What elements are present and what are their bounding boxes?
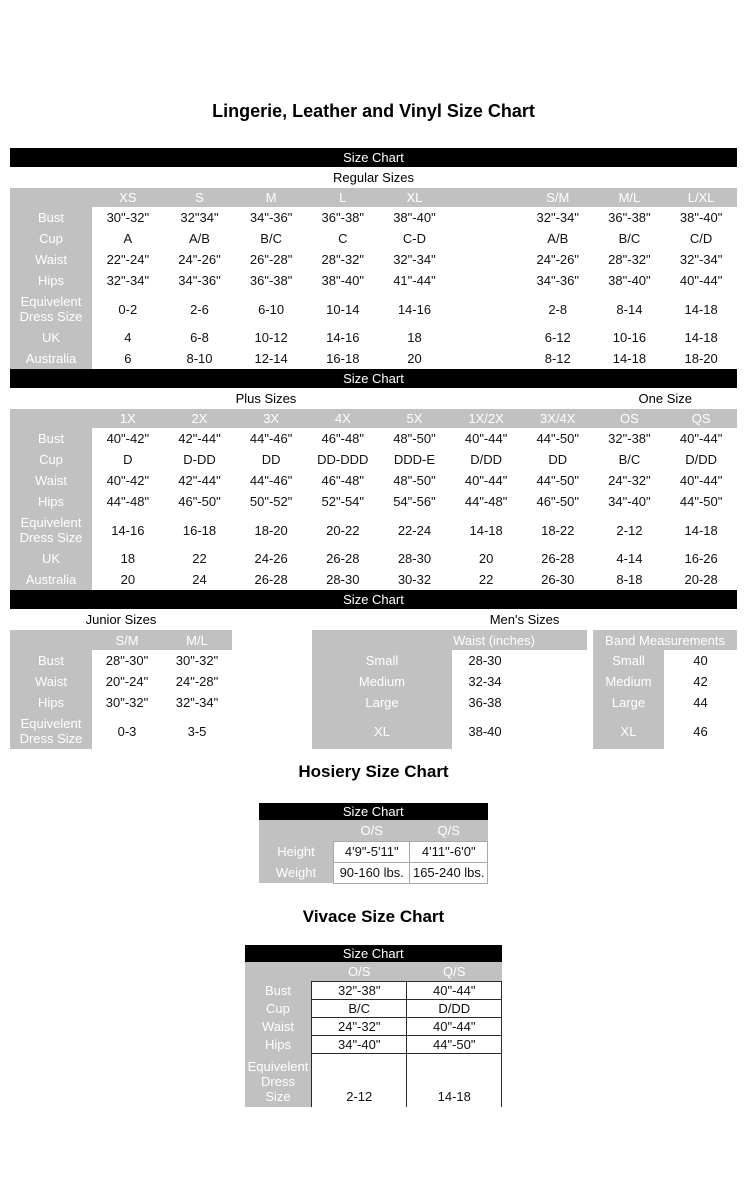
value-cell: 165-240 lbs. (410, 862, 488, 883)
table-row (312, 713, 737, 749)
value-cell: 14-18 (612, 351, 647, 366)
value-cell: 34"-36" (536, 273, 579, 288)
value-cell: 40"-44" (407, 1018, 502, 1036)
value-cell: 42"-44" (178, 473, 221, 488)
value-cell: 42"-44" (178, 431, 221, 446)
value-cell: 18-20 (684, 351, 718, 366)
one-size-label: One Size (638, 391, 693, 406)
value-cell: 26-28 (254, 572, 288, 587)
value-cell: 44"-50" (536, 431, 579, 446)
row-label: Height (259, 841, 334, 862)
size-chart-bar (10, 148, 737, 167)
value-cell: 44"-46" (249, 473, 293, 488)
value-cell: 38"-40" (321, 273, 365, 288)
row-label: Bust (10, 207, 92, 228)
value-cell: 14-18 (407, 1054, 502, 1107)
value-cell: 26-28 (541, 551, 575, 566)
col-header: S/M (522, 188, 594, 207)
value-cell: 24-26 (254, 551, 288, 566)
value-cell: 26-28 (326, 551, 360, 566)
table-row (10, 548, 737, 569)
col-header-waist-inches: Waist (inches) (312, 630, 590, 650)
table-row (10, 671, 232, 692)
size-chart-bar-label: Size Chart (259, 803, 488, 820)
table-row (312, 671, 737, 692)
value-cell: 26"-28" (249, 252, 293, 267)
value-cell: 40"-44" (679, 273, 723, 288)
value-cell: 36-38 (468, 695, 502, 710)
value-cell: C/D (689, 231, 713, 246)
row-label: Bust (245, 982, 312, 1000)
col-header: 2X (164, 409, 236, 428)
value-cell: DD (261, 452, 281, 467)
value-cell: 6-8 (190, 330, 209, 345)
col-header: L (307, 188, 379, 207)
value-cell: 18-22 (541, 522, 575, 538)
value-cell: C (338, 231, 348, 246)
col-header: QS (665, 409, 737, 428)
value-cell: 40"-42" (106, 473, 150, 488)
value-cell: D/DD (685, 452, 718, 467)
row-label: Australia (10, 348, 92, 369)
row-label: Waist (10, 249, 92, 270)
value-cell: 36"-38" (249, 273, 293, 288)
value-cell: 32"-34" (679, 252, 723, 267)
value-cell: 2-12 (312, 1054, 407, 1107)
value-cell: 12-14 (254, 351, 288, 366)
row-label: Large (312, 692, 452, 713)
table-row (10, 692, 232, 713)
value-cell: 8-14 (616, 301, 643, 317)
value-cell: 14-16 (397, 301, 432, 317)
col-header-band-measurements: Band Measurements (590, 630, 737, 650)
value-cell: 22"-24" (106, 252, 150, 267)
col-header: 3X (235, 409, 307, 428)
value-cell: 48"-50" (393, 431, 436, 446)
row-label: Bust (10, 428, 92, 449)
table-row (245, 1054, 502, 1107)
value-cell: 16-18 (326, 351, 360, 366)
value-cell: 44"-50" (407, 1036, 502, 1054)
spacer-cell (450, 270, 522, 291)
page-title: Lingerie, Leather and Vinyl Size Chart (212, 101, 535, 121)
junior-sizes-table (10, 609, 232, 749)
value-cell: 14-18 (469, 522, 503, 538)
value-cell: 20 (120, 572, 136, 587)
value-cell: 22 (478, 572, 494, 587)
value-cell: A/B (189, 231, 210, 246)
spacer-cell (450, 249, 522, 270)
col-header: 3X/4X (522, 409, 594, 428)
spacer-cell (522, 388, 594, 409)
value-cell: 42 (693, 674, 708, 689)
spacer-cell (450, 188, 522, 207)
value-cell: DD-DDD (317, 452, 369, 467)
value-cell: 30"-32" (175, 653, 219, 668)
value-cell: 16-18 (182, 522, 217, 538)
value-cell: 10-16 (612, 330, 647, 345)
col-header: M/L (162, 630, 232, 650)
row-label: Small (312, 650, 452, 671)
value-cell: 28"-32" (608, 252, 651, 267)
table-row (10, 291, 737, 327)
vivace-size-table (245, 945, 503, 1107)
table-row (10, 569, 737, 590)
row-label: Equivelent Dress Size (10, 512, 92, 548)
value-cell: 44 (693, 695, 708, 710)
value-cell: 38"-40" (393, 210, 436, 225)
value-cell: 32-34 (468, 674, 502, 689)
plus-sizes-table (10, 369, 737, 590)
value-cell: 4-14 (616, 551, 643, 566)
corner-cell (259, 820, 334, 841)
value-cell: 32"-38" (608, 431, 651, 446)
value-cell: 46"-50" (178, 494, 221, 509)
value-cell: 24"-26" (536, 252, 579, 267)
value-cell: 4'9"-5'11" (334, 841, 410, 862)
value-cell: 34"-36" (178, 273, 221, 288)
junior-mens-section (10, 609, 747, 749)
value-cell: 24"-28" (175, 674, 219, 689)
corner-cell (10, 409, 92, 428)
value-cell: 44"-50" (536, 473, 579, 488)
value-cell: 41"-44" (393, 273, 436, 288)
value-cell: 10-12 (254, 330, 288, 345)
size-chart-bar: Size Chart (10, 590, 737, 609)
row-label: Medium (312, 671, 452, 692)
value-cell: 2-6 (190, 301, 209, 317)
value-cell: 40"-42" (106, 431, 150, 446)
col-header: Q/S (407, 962, 502, 982)
row-label: Cup (245, 1000, 312, 1018)
value-cell: 4 (124, 330, 132, 345)
value-cell: 4'11"-6'0" (410, 841, 488, 862)
table-row (245, 1036, 502, 1054)
spacer-cell (450, 207, 522, 228)
value-cell: 2-12 (616, 522, 643, 538)
value-cell: 52"-54" (321, 494, 365, 509)
value-cell: 20-28 (684, 572, 718, 587)
value-cell: 28-30 (468, 653, 502, 668)
value-cell: 32"-34" (106, 273, 150, 288)
regular-sizes-label: Regular Sizes (333, 170, 414, 185)
value-cell: D (123, 452, 133, 467)
column-header-row (312, 630, 737, 650)
value-cell: 28"-32" (321, 252, 365, 267)
table-row (10, 650, 232, 671)
value-cell: 14-18 (684, 522, 718, 538)
value-cell: 40"-44" (679, 473, 723, 488)
size-chart-bar (10, 369, 737, 388)
size-chart-bar (245, 945, 502, 962)
corner-cell (10, 630, 92, 650)
hosiery-size-table (259, 803, 489, 884)
row-label: Bust (10, 650, 92, 671)
value-cell: B/C (260, 231, 282, 246)
value-cell: 44"-46" (249, 431, 293, 446)
row-label: Equivelent Dress Size (10, 291, 92, 327)
column-header-row (245, 962, 502, 982)
row-label: Hips (10, 692, 92, 713)
value-cell: 32"34" (180, 210, 219, 225)
row-label: Australia (10, 569, 92, 590)
value-cell: 30-32 (397, 572, 432, 587)
table-row (259, 841, 488, 862)
value-cell: 46"-48" (321, 431, 365, 446)
value-cell: 90-160 lbs. (334, 862, 410, 883)
value-cell: 14-18 (684, 330, 718, 345)
table-row (10, 228, 737, 249)
value-cell: DDD-E (393, 452, 436, 467)
spacer-cell (450, 228, 522, 249)
col-header: XL (379, 188, 451, 207)
col-header: XS (92, 188, 164, 207)
table-row (10, 491, 737, 512)
column-header-row (10, 630, 232, 650)
value-cell: 14-16 (111, 522, 145, 538)
value-cell: 38-40 (468, 723, 502, 739)
value-cell: 6-10 (258, 301, 285, 317)
size-chart-bar (259, 803, 488, 820)
table-row (312, 650, 737, 671)
table-row (10, 270, 737, 291)
value-cell: 18 (407, 330, 422, 345)
value-cell: 32"-34" (536, 210, 579, 225)
value-cell: 40"-44" (464, 473, 508, 488)
section-row (10, 388, 737, 409)
value-cell: 14-18 (684, 301, 718, 317)
value-cell: 8-12 (544, 351, 571, 366)
table-row (312, 692, 737, 713)
value-cell: 14-16 (326, 330, 360, 345)
table-row (245, 982, 502, 1000)
row-label: Equivelent Dress Size (245, 1054, 312, 1107)
row-label: Equivelent Dress Size (10, 713, 92, 749)
table-row (245, 1000, 502, 1018)
table-row (10, 249, 737, 270)
value-cell: 28-30 (397, 551, 432, 566)
col-header: Q/S (410, 820, 488, 841)
value-cell: 8-10 (186, 351, 213, 366)
table-row (10, 348, 737, 369)
value-cell: 26-30 (541, 572, 575, 587)
value-cell: 34"-40" (608, 494, 651, 509)
value-cell: 38"-40" (679, 210, 723, 225)
value-cell: 24"-26" (178, 252, 221, 267)
value-cell: 20-22 (326, 522, 360, 538)
vivace-title: Vivace Size Chart (302, 906, 445, 926)
value-cell: 40"-44" (464, 431, 508, 446)
value-cell: A/B (547, 231, 569, 246)
value-cell: 24"-32" (608, 473, 651, 488)
value-cell: 30"-32" (106, 210, 150, 225)
table-row (10, 428, 737, 449)
value-cell: 40"-44" (407, 982, 502, 1000)
value-cell: 28"-30" (105, 653, 149, 668)
value-cell: 46"-48" (321, 473, 365, 488)
table-row (10, 512, 737, 548)
spacer-cell (450, 348, 522, 369)
value-cell: 40 (693, 653, 708, 668)
col-header: M (235, 188, 307, 207)
col-header: S (164, 188, 236, 207)
corner-cell (245, 962, 312, 982)
value-cell: C-D (402, 231, 426, 246)
corner-cell (10, 188, 92, 207)
value-cell: B/C (312, 1000, 407, 1018)
col-header: S/M (92, 630, 162, 650)
value-cell: 34"-36" (249, 210, 293, 225)
col-header: O/S (334, 820, 410, 841)
row-label: UK (10, 327, 92, 348)
value-cell: Medium (590, 671, 664, 692)
value-cell: 20"-24" (105, 674, 149, 689)
spacer-cell (450, 291, 522, 327)
value-cell: 8-18 (616, 572, 643, 587)
value-cell: 36"-38" (321, 210, 365, 225)
col-header: M/L (594, 188, 666, 207)
value-cell: 32"-34" (393, 252, 436, 267)
value-cell: D-DD (183, 452, 216, 467)
row-label: XL (312, 713, 452, 749)
value-cell: DD (548, 452, 568, 467)
value-cell: 44"-48" (464, 494, 508, 509)
table-row (10, 449, 737, 470)
value-cell: D/DD (407, 1000, 502, 1018)
row-label: Cup (10, 228, 92, 249)
section-row (10, 609, 232, 630)
row-label: Waist (10, 671, 92, 692)
plus-sizes-label: Plus Sizes (235, 391, 297, 406)
column-header-row (10, 409, 737, 428)
size-chart-bar-label: Size Chart (10, 369, 737, 388)
table-row (10, 327, 737, 348)
col-header: 4X (307, 409, 379, 428)
value-cell: 44"-48" (106, 494, 150, 509)
row-label: Hips (245, 1036, 312, 1054)
value-cell: 18 (120, 551, 136, 566)
row-label: Hips (10, 491, 92, 512)
col-header: 1X (92, 409, 164, 428)
value-cell: 3-5 (187, 723, 207, 739)
value-cell: A (123, 231, 133, 246)
value-cell: XL (590, 713, 664, 749)
value-cell: Large (590, 692, 664, 713)
value-cell: 46 (693, 723, 708, 739)
value-cell: Small (590, 650, 664, 671)
value-cell: 22 (192, 551, 207, 566)
value-cell: 54"-56" (393, 494, 436, 509)
value-cell: 34"-40" (312, 1036, 407, 1054)
row-label: UK (10, 548, 92, 569)
table-row (10, 207, 737, 228)
spacer-cell (450, 327, 522, 348)
value-cell: 48"-50" (393, 473, 436, 488)
col-header: 1X/2X (450, 409, 522, 428)
value-cell: 32"-34" (175, 695, 219, 710)
value-cell: 22-24 (397, 522, 432, 538)
col-header: OS (594, 409, 666, 428)
row-label: Waist (245, 1018, 312, 1036)
value-cell: B/C (618, 452, 641, 467)
row-label: Weight (259, 862, 334, 883)
value-cell: 20 (407, 351, 422, 366)
value-cell: 10-14 (326, 301, 360, 317)
size-chart-bar-label: Size Chart (10, 148, 737, 167)
column-header-row (259, 820, 488, 841)
size-chart-bar-label: Size Chart (245, 945, 502, 962)
row-label: Hips (10, 270, 92, 291)
regular-sizes-table (10, 148, 737, 369)
table-row (259, 862, 488, 883)
row-label: Cup (10, 449, 92, 470)
value-cell: 32"-38" (312, 982, 407, 1000)
value-cell: 50"-52" (249, 494, 293, 509)
mens-sizes-label: Men's Sizes (489, 612, 560, 627)
section-row (10, 167, 737, 188)
value-cell: B/C (618, 231, 641, 246)
value-cell: 20 (478, 551, 494, 566)
value-cell: 18-20 (254, 522, 288, 538)
value-cell: 2-8 (548, 301, 568, 317)
value-cell: 38"-40" (608, 273, 651, 288)
col-header: 5X (379, 409, 451, 428)
table-row (10, 470, 737, 491)
junior-sizes-label: Junior Sizes (85, 612, 157, 627)
value-cell: 24"-32" (312, 1018, 407, 1036)
value-cell: 44"-50" (679, 494, 723, 509)
table-row (10, 713, 232, 749)
mens-sizes-table (312, 609, 737, 749)
value-cell: 40"-44" (679, 431, 723, 446)
value-cell: 6 (124, 351, 132, 366)
hosiery-title: Hosiery Size Chart (298, 762, 449, 781)
value-cell: 24 (192, 572, 207, 587)
col-header: O/S (312, 962, 407, 982)
value-cell: 36"-38" (608, 210, 651, 225)
value-cell: 28-30 (326, 572, 360, 587)
value-cell: 0-3 (117, 723, 137, 739)
column-header-row (10, 188, 737, 207)
col-header: L/XL (665, 188, 737, 207)
value-cell: 6-12 (544, 330, 571, 345)
value-cell: 30"-32" (105, 695, 149, 710)
row-label: Waist (10, 470, 92, 491)
table-row (245, 1018, 502, 1036)
value-cell: 16-26 (684, 551, 718, 566)
section-row (312, 609, 737, 630)
value-cell: 46"-50" (536, 494, 579, 509)
value-cell: 0-2 (118, 301, 138, 317)
value-cell: D/DD (470, 452, 502, 467)
